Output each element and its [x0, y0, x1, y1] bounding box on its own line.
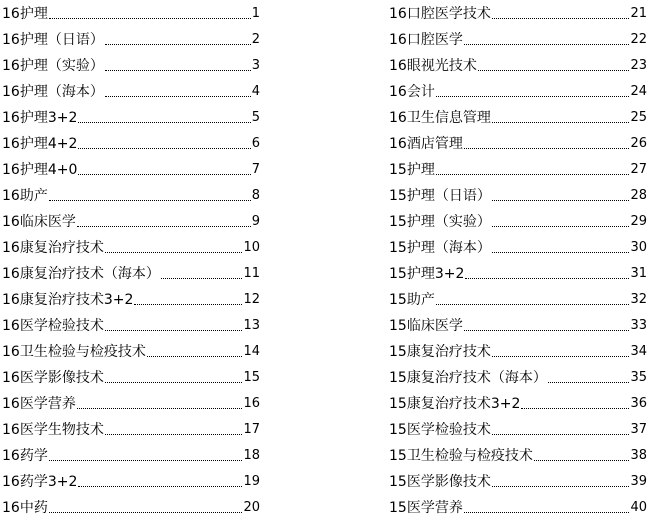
entry-page-number: 33 — [630, 318, 647, 333]
toc-entry[interactable] — [2, 313, 260, 339]
toc-entry[interactable] — [389, 53, 647, 79]
entry-title: 15医学营养 — [389, 500, 463, 516]
toc-entry[interactable] — [389, 157, 647, 183]
toc-entry[interactable] — [389, 495, 647, 521]
dot-leader — [78, 174, 250, 175]
entry-title: 16医学检验技术 — [2, 318, 104, 334]
entry-page-number: 26 — [630, 136, 647, 151]
entry-page-number: 9 — [251, 214, 260, 229]
dot-leader — [49, 18, 251, 19]
entry-page-number: 14 — [243, 344, 260, 359]
entry-page-number: 36 — [630, 396, 647, 411]
dot-leader — [492, 252, 630, 253]
dot-leader — [77, 226, 251, 227]
entry-title: 16口腔医学 — [389, 32, 463, 48]
dot-leader — [161, 278, 243, 279]
entry-title: 15医学影像技术 — [389, 474, 491, 490]
dot-leader — [105, 382, 243, 383]
entry-page-number: 17 — [243, 422, 260, 437]
dot-leader — [78, 148, 250, 149]
toc-entry[interactable] — [2, 495, 260, 521]
entry-title: 15卫生检验与检疫技术 — [389, 448, 533, 464]
toc-entry[interactable] — [2, 339, 260, 365]
dot-leader — [521, 408, 629, 409]
dot-leader — [77, 408, 243, 409]
entry-title: 16医学营养 — [2, 396, 76, 412]
toc-right-column — [389, 1, 647, 521]
dot-leader — [492, 356, 630, 357]
entry-title: 16护理（日语） — [2, 32, 104, 48]
entry-page-number: 13 — [243, 318, 260, 333]
entry-page-number: 27 — [630, 162, 647, 177]
toc-entry[interactable] — [2, 287, 260, 313]
dot-leader — [436, 304, 630, 305]
entry-page-number: 1 — [251, 6, 260, 21]
entry-title: 16康复治疗技术（海本） — [2, 266, 160, 282]
entry-title: 15护理（海本） — [389, 240, 491, 256]
dot-leader — [492, 226, 630, 227]
dot-leader — [492, 18, 630, 19]
entry-title: 16护理3+2 — [2, 110, 78, 126]
dot-leader — [492, 486, 630, 487]
dot-leader — [147, 356, 243, 357]
entry-title: 15康复治疗技术（海本） — [389, 370, 547, 386]
toc-entry[interactable] — [389, 105, 647, 131]
entry-title: 16卫生信息管理 — [389, 110, 491, 126]
entry-title: 16眼视光技术 — [389, 58, 477, 74]
entry-page-number: 19 — [243, 474, 260, 489]
dot-leader — [464, 44, 630, 45]
dot-leader — [49, 512, 243, 513]
entry-title: 16医学影像技术 — [2, 370, 104, 386]
toc-entry[interactable] — [389, 131, 647, 157]
entry-title: 16口腔医学技术 — [389, 6, 491, 22]
entry-title: 16康复治疗技术3+2 — [2, 292, 134, 308]
entry-page-number: 2 — [251, 32, 260, 47]
dot-leader — [464, 512, 630, 513]
entry-title: 15医学检验技术 — [389, 422, 491, 438]
entry-title: 15临床医学 — [389, 318, 463, 334]
dot-leader — [105, 434, 243, 435]
toc-entry[interactable] — [389, 417, 647, 443]
entry-page-number: 16 — [243, 396, 260, 411]
entry-title: 16护理（海本） — [2, 84, 104, 100]
entry-title: 16护理（实验） — [2, 58, 104, 74]
entry-page-number: 38 — [630, 448, 647, 463]
toc-entry[interactable] — [2, 79, 260, 105]
dot-leader — [478, 70, 630, 71]
dot-leader — [78, 122, 250, 123]
dot-leader — [78, 486, 242, 487]
toc-entry[interactable] — [389, 391, 647, 417]
toc-entry[interactable] — [389, 339, 647, 365]
toc-entry[interactable] — [389, 443, 647, 469]
toc-entry[interactable] — [2, 1, 260, 27]
dot-leader — [464, 148, 630, 149]
toc-entry[interactable] — [389, 313, 647, 339]
toc-entry[interactable] — [2, 417, 260, 443]
dot-leader — [134, 304, 242, 305]
entry-page-number: 11 — [243, 266, 260, 281]
entry-page-number: 37 — [630, 422, 647, 437]
entry-page-number: 22 — [630, 32, 647, 47]
toc-entry[interactable] — [389, 209, 647, 235]
dot-leader — [105, 96, 251, 97]
toc-entry[interactable] — [2, 209, 260, 235]
entry-title: 16会计 — [389, 84, 435, 100]
toc-entry[interactable] — [2, 365, 260, 391]
entry-page-number: 21 — [630, 6, 647, 21]
entry-title: 15康复治疗技术 — [389, 344, 491, 360]
entry-title: 16中药 — [2, 500, 48, 516]
entry-page-number: 3 — [251, 58, 260, 73]
dot-leader — [465, 278, 629, 279]
dot-leader — [105, 44, 251, 45]
toc-entry[interactable] — [389, 261, 647, 287]
toc-entry[interactable] — [2, 469, 260, 495]
entry-title: 15护理（实验） — [389, 214, 491, 230]
entry-page-number: 7 — [251, 162, 260, 177]
toc-entry[interactable] — [2, 235, 260, 261]
dot-leader — [436, 174, 630, 175]
entry-page-number: 12 — [243, 292, 260, 307]
toc-entry[interactable] — [2, 105, 260, 131]
toc-entry[interactable] — [2, 261, 260, 287]
entry-page-number: 32 — [630, 292, 647, 307]
entry-page-number: 20 — [243, 500, 260, 515]
toc-entry[interactable] — [389, 287, 647, 313]
entry-page-number: 4 — [251, 84, 260, 99]
entry-page-number: 23 — [630, 58, 647, 73]
entry-page-number: 31 — [630, 266, 647, 281]
entry-page-number: 40 — [630, 500, 647, 515]
entry-title: 16康复治疗技术 — [2, 240, 104, 256]
entry-title: 15护理3+2 — [389, 266, 465, 282]
toc-entry[interactable] — [389, 469, 647, 495]
dot-leader — [105, 252, 243, 253]
entry-page-number: 10 — [243, 240, 260, 255]
dot-leader — [492, 200, 630, 201]
entry-page-number: 24 — [630, 84, 647, 99]
entry-title: 16护理4+2 — [2, 136, 78, 152]
toc-entry[interactable] — [2, 391, 260, 417]
dot-leader — [105, 70, 251, 71]
entry-page-number: 15 — [243, 370, 260, 385]
entry-title: 16助产 — [2, 188, 48, 204]
toc-entry[interactable] — [389, 235, 647, 261]
entry-title: 16卫生检验与检疫技术 — [2, 344, 146, 360]
dot-leader — [534, 460, 630, 461]
entry-page-number: 18 — [243, 448, 260, 463]
entry-title: 15护理 — [389, 162, 435, 178]
dot-leader — [548, 382, 630, 383]
toc-entry[interactable] — [389, 183, 647, 209]
entry-title: 15护理（日语） — [389, 188, 491, 204]
toc-entry[interactable] — [389, 27, 647, 53]
toc-entry[interactable] — [2, 27, 260, 53]
dot-leader — [105, 330, 243, 331]
entry-title: 16药学3+2 — [2, 474, 78, 490]
toc-entry[interactable] — [2, 157, 260, 183]
entry-page-number: 28 — [630, 188, 647, 203]
toc-entry[interactable] — [2, 443, 260, 469]
entry-title: 16护理 — [2, 6, 48, 22]
entry-page-number: 34 — [630, 344, 647, 359]
entry-page-number: 35 — [630, 370, 647, 385]
entry-page-number: 25 — [630, 110, 647, 125]
toc-entry[interactable] — [2, 53, 260, 79]
entry-title: 16酒店管理 — [389, 136, 463, 152]
entry-page-number: 29 — [630, 214, 647, 229]
toc-entry[interactable] — [389, 365, 647, 391]
entry-page-number: 5 — [251, 110, 260, 125]
dot-leader — [492, 122, 630, 123]
toc-entry[interactable] — [389, 1, 647, 27]
entry-title: 16临床医学 — [2, 214, 76, 230]
dot-leader — [49, 200, 251, 201]
toc-entry[interactable] — [389, 79, 647, 105]
dot-leader — [436, 96, 630, 97]
dot-leader — [49, 460, 243, 461]
entry-page-number: 30 — [630, 240, 647, 255]
dot-leader — [492, 434, 630, 435]
entry-page-number: 8 — [251, 188, 260, 203]
entry-title: 15助产 — [389, 292, 435, 308]
dot-leader — [464, 330, 630, 331]
entry-title: 16护理4+0 — [2, 162, 78, 178]
toc-left-column — [2, 1, 260, 521]
toc-entry[interactable] — [2, 183, 260, 209]
entry-title: 16医学生物技术 — [2, 422, 104, 438]
entry-page-number: 39 — [630, 474, 647, 489]
toc-entry[interactable] — [2, 131, 260, 157]
entry-page-number: 6 — [251, 136, 260, 151]
entry-title: 15康复治疗技术3+2 — [389, 396, 521, 412]
entry-title: 16药学 — [2, 448, 48, 464]
